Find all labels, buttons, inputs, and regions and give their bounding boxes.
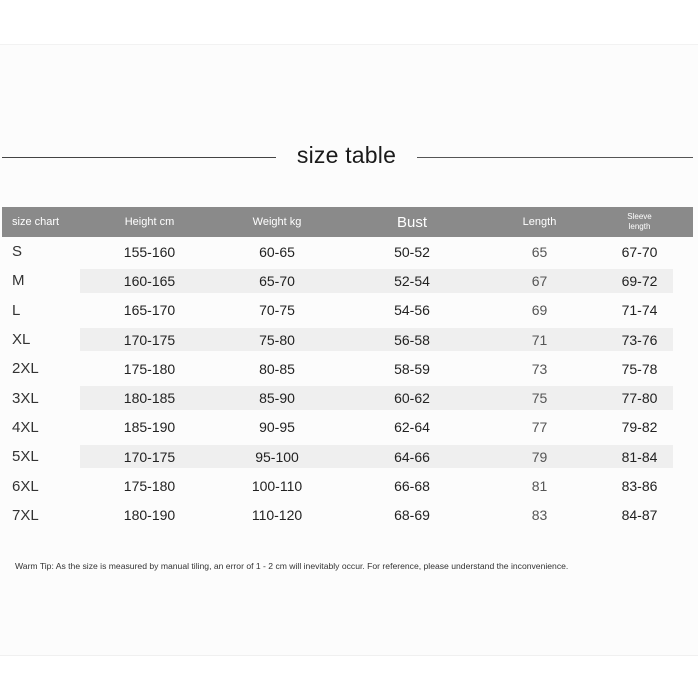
- size-cell: S: [12, 243, 23, 261]
- size-cell: 7XL: [12, 506, 39, 524]
- sleeve-cell: 81-84: [621, 448, 658, 465]
- weight-cell: 80-85: [259, 360, 295, 377]
- weight-cell: 110-120: [251, 507, 303, 524]
- bust-cell: 56-58: [394, 331, 430, 348]
- sleeve-cell: 73-76: [621, 331, 658, 348]
- header-height: Height cm: [124, 216, 175, 228]
- size-table: [2, 207, 693, 530]
- bust-cell: 66-68: [394, 478, 430, 495]
- sleeve-cell: 67-70: [621, 243, 658, 260]
- length-cell: 77: [531, 419, 548, 436]
- bust-cell: 62-64: [394, 419, 430, 436]
- weight-cell: 85-90: [259, 390, 295, 407]
- table-row: [2, 296, 693, 325]
- header-bust: Bust: [396, 213, 427, 231]
- header-sleeve-line1: Sleeve: [627, 212, 652, 221]
- sleeve-cell: 77-80: [621, 390, 658, 407]
- height-cell: 175-180: [123, 360, 176, 377]
- table-row: [2, 471, 693, 500]
- bust-cell: 50-52: [394, 243, 430, 260]
- header-length: Length: [522, 216, 557, 228]
- length-cell: 79: [531, 448, 548, 465]
- sleeve-cell: 71-74: [621, 302, 658, 319]
- title-divider-right: [417, 157, 693, 158]
- weight-cell: 75-80: [259, 331, 295, 348]
- weight-cell: 90-95: [259, 419, 295, 436]
- height-cell: 185-190: [123, 419, 176, 436]
- table-row: [2, 501, 693, 530]
- page-title: size table: [296, 142, 397, 168]
- bust-cell: 58-59: [394, 360, 430, 377]
- height-cell: 180-190: [123, 507, 176, 524]
- bust-cell: 52-54: [394, 272, 430, 289]
- bust-cell: 60-62: [394, 390, 430, 407]
- sleeve-cell: 83-86: [621, 478, 658, 495]
- table-header: [2, 207, 693, 237]
- header-sleeve-line2: length: [628, 222, 651, 231]
- table-row: [2, 383, 693, 412]
- length-cell: 81: [531, 478, 548, 495]
- bust-cell: 68-69: [394, 507, 430, 524]
- sleeve-cell: 79-82: [621, 419, 658, 436]
- size-cell: M: [12, 272, 25, 290]
- table-row: [2, 266, 693, 295]
- weight-cell: 65-70: [259, 272, 295, 289]
- table-row: [2, 237, 693, 266]
- length-cell: 65: [531, 243, 548, 260]
- sleeve-cell: 75-78: [621, 360, 658, 377]
- size-cell: 5XL: [12, 448, 39, 466]
- title-row: [0, 140, 698, 176]
- size-cell: XL: [12, 331, 31, 349]
- title-divider-left: [2, 157, 276, 158]
- height-cell: 155-160: [123, 243, 176, 260]
- height-cell: 160-165: [123, 272, 176, 289]
- height-cell: 170-175: [123, 448, 176, 465]
- length-cell: 69: [531, 302, 548, 319]
- warm-tip: Warm Tip: As the size is measured by manual tiling, an error of 1 - 2 cm will inevitably occur. For reference, please understand the inconvenience.: [15, 561, 569, 571]
- header-size-chart: size chart: [12, 216, 60, 228]
- bust-cell: 54-56: [394, 302, 430, 319]
- weight-cell: 100-110: [251, 478, 303, 495]
- size-cell: 6XL: [12, 477, 39, 495]
- table-row: [2, 354, 693, 383]
- height-cell: 175-180: [123, 478, 176, 495]
- bust-cell: 64-66: [394, 448, 430, 465]
- table-row: [2, 442, 693, 471]
- height-cell: 165-170: [123, 302, 176, 319]
- size-cell: 2XL: [12, 360, 39, 378]
- length-cell: 73: [531, 360, 548, 377]
- length-cell: 83: [531, 507, 548, 524]
- length-cell: 75: [531, 390, 548, 407]
- weight-cell: 60-65: [259, 243, 295, 260]
- height-cell: 180-185: [123, 390, 176, 407]
- table-row: [2, 325, 693, 354]
- size-cell: L: [12, 301, 21, 319]
- size-cell: 3XL: [12, 389, 39, 407]
- sleeve-cell: 69-72: [621, 272, 658, 289]
- header-weight: Weight kg: [252, 216, 302, 228]
- header-sleeve-length: [572, 207, 698, 237]
- weight-cell: 70-75: [259, 302, 295, 319]
- sleeve-cell: 84-87: [621, 507, 658, 524]
- weight-cell: 95-100: [255, 448, 299, 465]
- size-cell: 4XL: [12, 418, 39, 436]
- table-row: [2, 413, 693, 442]
- length-cell: 67: [531, 272, 548, 289]
- length-cell: 71: [531, 331, 548, 348]
- height-cell: 170-175: [123, 331, 176, 348]
